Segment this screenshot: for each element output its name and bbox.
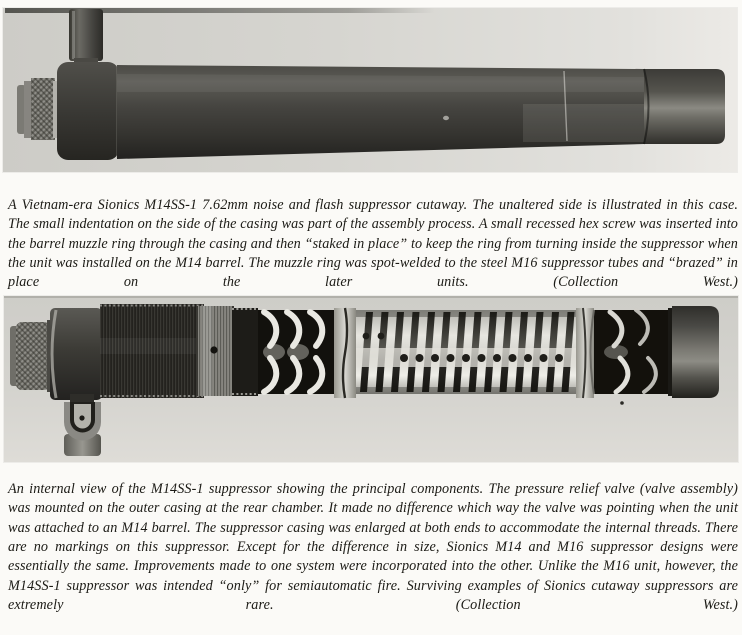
- front-baffle-stack: [591, 310, 673, 394]
- main-tube: [117, 65, 644, 159]
- staking-dot: [210, 346, 217, 353]
- ribbed-ring: [196, 306, 234, 396]
- suppressor-cutaway-drawing: [4, 296, 738, 462]
- caption-exterior-view: A Vietnam-era Sionics M14SS-1 7.62mm noise and flash suppressor cutaway. The unaltered side is illustrated in this case. The small indentation on the side of the casing was part of the assembly process. A small recessed hex screw was inserted into the barrel muzzle ring through the casing and then “staked in place” to keep the ring from turning inside the suppressor when the unit was installed on the M14 barrel. The muzzle ring was spot-welded to the steel M16 suppressor tubes and “brazed” in place on the later units. (Collection West.): [8, 197, 738, 291]
- film-speck: [620, 401, 624, 405]
- rear-collar: [50, 308, 102, 400]
- casing-edge: [232, 308, 258, 396]
- relief-valve-icon: [64, 394, 101, 456]
- front-cap: [644, 69, 725, 144]
- rear-body: [57, 62, 119, 160]
- spiral-diffuser: [356, 310, 576, 394]
- caption-cutaway-view: An internal view of the M14SS-1 suppressor showing the principal components. The pressure relief valve (valve assembly) was mounted on the outer casing at the rear chamber. It made no difference which way the valve was pointing when the unit was attached to an M14 barrel. The suppressor casing was enlarged at both ends to accommodate the internal threads. There are no markings on this suppressor. Except for the difference in size, Sionics M14 and M16 suppressor designs were essentially the same. Improvements made to one system were incorporated into the other. Unlike the M16 unit, however, the M14SS-1 suppressor was intended “only” for semiautomatic fire. Surviving examples of Sionics cutaway suppressors are extremely rare. (Collection West.): [8, 481, 738, 613]
- separator-ring: [334, 308, 356, 398]
- relief-valve-icon: [69, 9, 103, 70]
- rear-baffle-stack: [258, 310, 336, 394]
- front-cap: [668, 306, 719, 398]
- suppressor-exterior-drawing: [3, 8, 737, 172]
- photo-suppressor-exterior: [3, 8, 737, 172]
- threaded-section: [100, 304, 204, 398]
- photo-suppressor-cutaway: [4, 296, 738, 462]
- knurled-mount: [10, 320, 53, 392]
- knurled-mount: [17, 78, 59, 140]
